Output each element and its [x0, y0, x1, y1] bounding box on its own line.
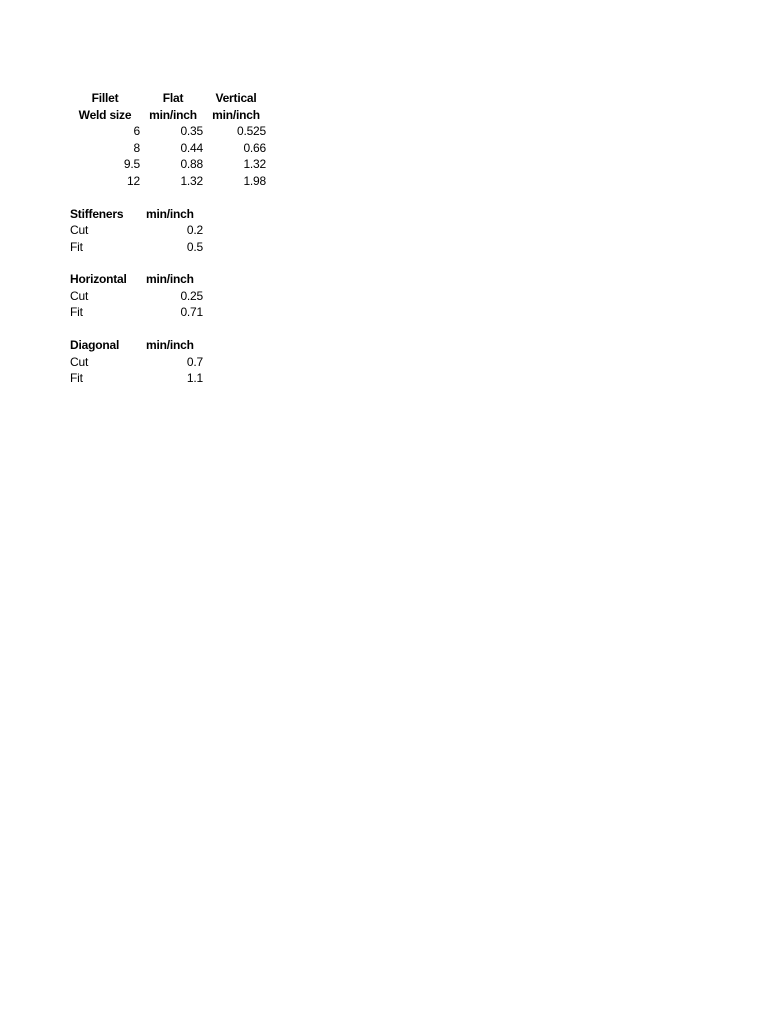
fillet-header-row-2 [0, 107, 768, 124]
table-row [0, 140, 768, 157]
operation-value: 1.1 [186, 371, 203, 385]
operation-value: 0.2 [186, 223, 203, 237]
weld-size-cell: 8 [133, 141, 140, 155]
operation-value: 0.7 [186, 355, 203, 369]
vertical-value-cell: 1.98 [243, 174, 266, 188]
flat-value-cell: 0.88 [180, 157, 203, 171]
flat-unit-header-label: min/inch [149, 108, 197, 122]
vertical-value-cell: 0.525 [236, 124, 266, 138]
operation-label: Cut [70, 289, 89, 303]
flat-header-label: Flat [162, 91, 184, 105]
horizontal-header-row [0, 271, 768, 288]
stiffeners-title: Stiffeners [70, 207, 124, 221]
operation-value: 0.5 [186, 240, 203, 254]
operation-value: 0.25 [180, 289, 203, 303]
table-row [0, 239, 768, 256]
stiffeners-header-row [0, 206, 768, 223]
table-row [0, 222, 768, 239]
fillet-header-row-1 [0, 90, 768, 107]
weld-size-cell: 12 [127, 174, 140, 188]
table-row [0, 173, 768, 190]
table-row [0, 354, 768, 371]
diagonal-title: Diagonal [70, 338, 120, 352]
operation-label: Cut [70, 223, 89, 237]
flat-value-cell: 0.44 [180, 141, 203, 155]
fillet-header-label: Fillet [91, 91, 119, 105]
operation-label: Fit [70, 240, 83, 254]
weld-size-cell: 9.5 [123, 157, 140, 171]
table-row [0, 370, 768, 387]
vertical-value-cell: 0.66 [243, 141, 266, 155]
diagonal-header-row [0, 337, 768, 354]
stiffeners-unit-label: min/inch [146, 207, 194, 221]
table-row [0, 304, 768, 321]
operation-label: Cut [70, 355, 89, 369]
operation-value: 0.71 [180, 305, 203, 319]
diagonal-unit-label: min/inch [146, 338, 194, 352]
horizontal-unit-label: min/inch [146, 272, 194, 286]
horizontal-title: Horizontal [70, 272, 127, 286]
table-row [0, 123, 768, 140]
flat-value-cell: 0.35 [180, 124, 203, 138]
vertical-unit-header-label: min/inch [212, 108, 260, 122]
weld-size-header-label: Weld size [78, 108, 132, 122]
vertical-header-label: Vertical [215, 91, 257, 105]
weld-size-cell: 6 [133, 124, 140, 138]
operation-label: Fit [70, 305, 83, 319]
table-row [0, 288, 768, 305]
table-row [0, 156, 768, 173]
vertical-value-cell: 1.32 [243, 157, 266, 171]
operation-label: Fit [70, 371, 83, 385]
flat-value-cell: 1.32 [180, 174, 203, 188]
